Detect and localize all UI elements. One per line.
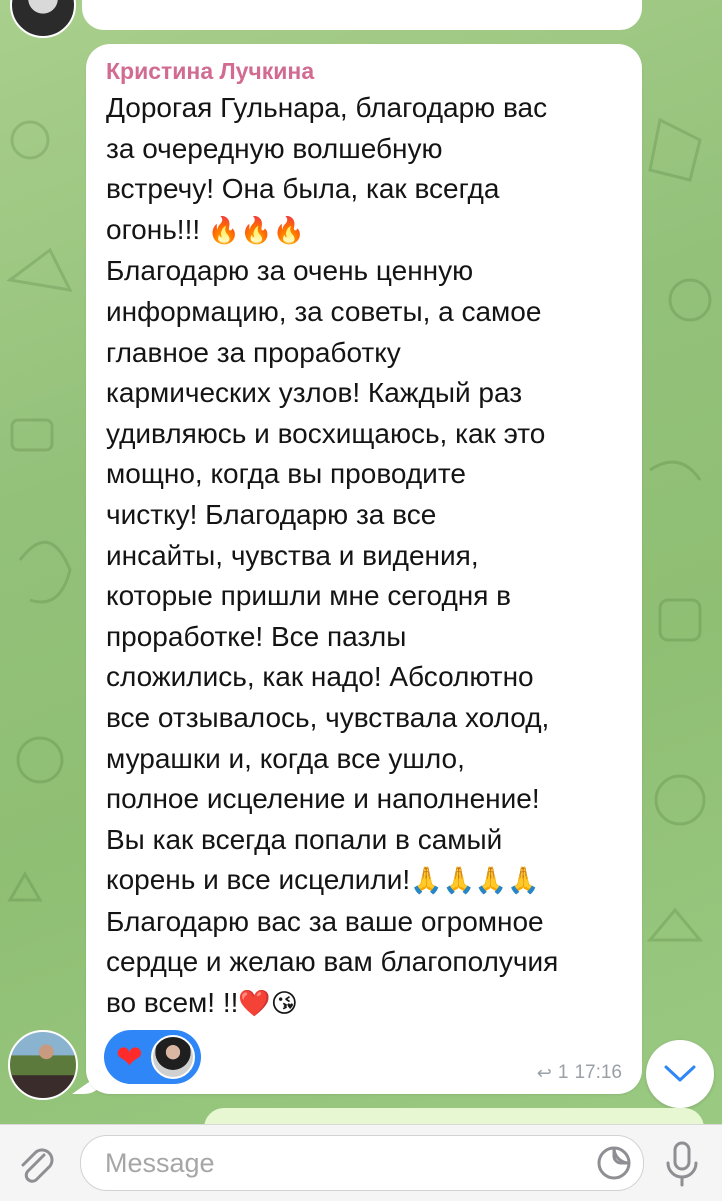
reactor-avatar <box>151 1035 195 1079</box>
sticker-icon[interactable] <box>595 1144 633 1182</box>
previous-sender-avatar[interactable] <box>10 0 76 38</box>
reaction-chip-heart[interactable] <box>104 1030 201 1084</box>
message-text-part: Дорогая Гульнара, благодарю вас за очередную волшебную встречу! Она была, как всегда огонь!!! <box>106 92 548 245</box>
reply-count[interactable]: 1 <box>557 1062 569 1083</box>
reactions <box>104 1030 201 1084</box>
fire-emoji: 🔥🔥🔥 <box>207 215 306 246</box>
reply-arrow-icon[interactable]: ↩ <box>536 1062 552 1084</box>
message-text-part: Благодарю вас за ваше огромное сердце и желаю вам благополучия во всем! !! <box>106 905 559 1019</box>
microphone-icon[interactable] <box>660 1139 704 1189</box>
message-meta <box>537 1062 622 1084</box>
pray-emoji: 🙏🙏🙏🙏 <box>410 866 540 897</box>
sender-name[interactable]: Кристина Лучкина <box>106 58 315 84</box>
paperclip-icon[interactable] <box>14 1143 58 1187</box>
message-time: 17:16 <box>574 1062 622 1083</box>
chevron-down-icon <box>663 1064 697 1084</box>
scroll-down-button[interactable] <box>646 1040 714 1108</box>
heart-kiss-emoji: ❤️😘 <box>238 989 298 1020</box>
message-field[interactable] <box>80 1135 644 1191</box>
previous-message-bubble[interactable] <box>82 0 642 30</box>
message-bubble[interactable] <box>86 44 642 1094</box>
message-text-part: Благодарю за очень ценную информацию, за советы, а самое главное за проработку кармических узлов! Каждый раз удивляюсь и восхищаюсь, как это мощно, когда вы проводите чистку! Благодарю за все инсайты, чувства и видения, которые пришли мне сегодня в проработке! Все пазлы сложились, как надо! Абсолютно все отзывалось, чувствала холод, мурашки и, когда все ушло, полное исцеление и наполнение! Вы как всегда попали в самый корень и все исцелили! <box>106 255 550 896</box>
heart-icon: ❤ <box>116 1038 143 1076</box>
message-input[interactable] <box>103 1136 577 1190</box>
message-text <box>106 88 626 1025</box>
message-input-bar <box>0 1124 722 1201</box>
sender-avatar[interactable] <box>8 1030 78 1100</box>
